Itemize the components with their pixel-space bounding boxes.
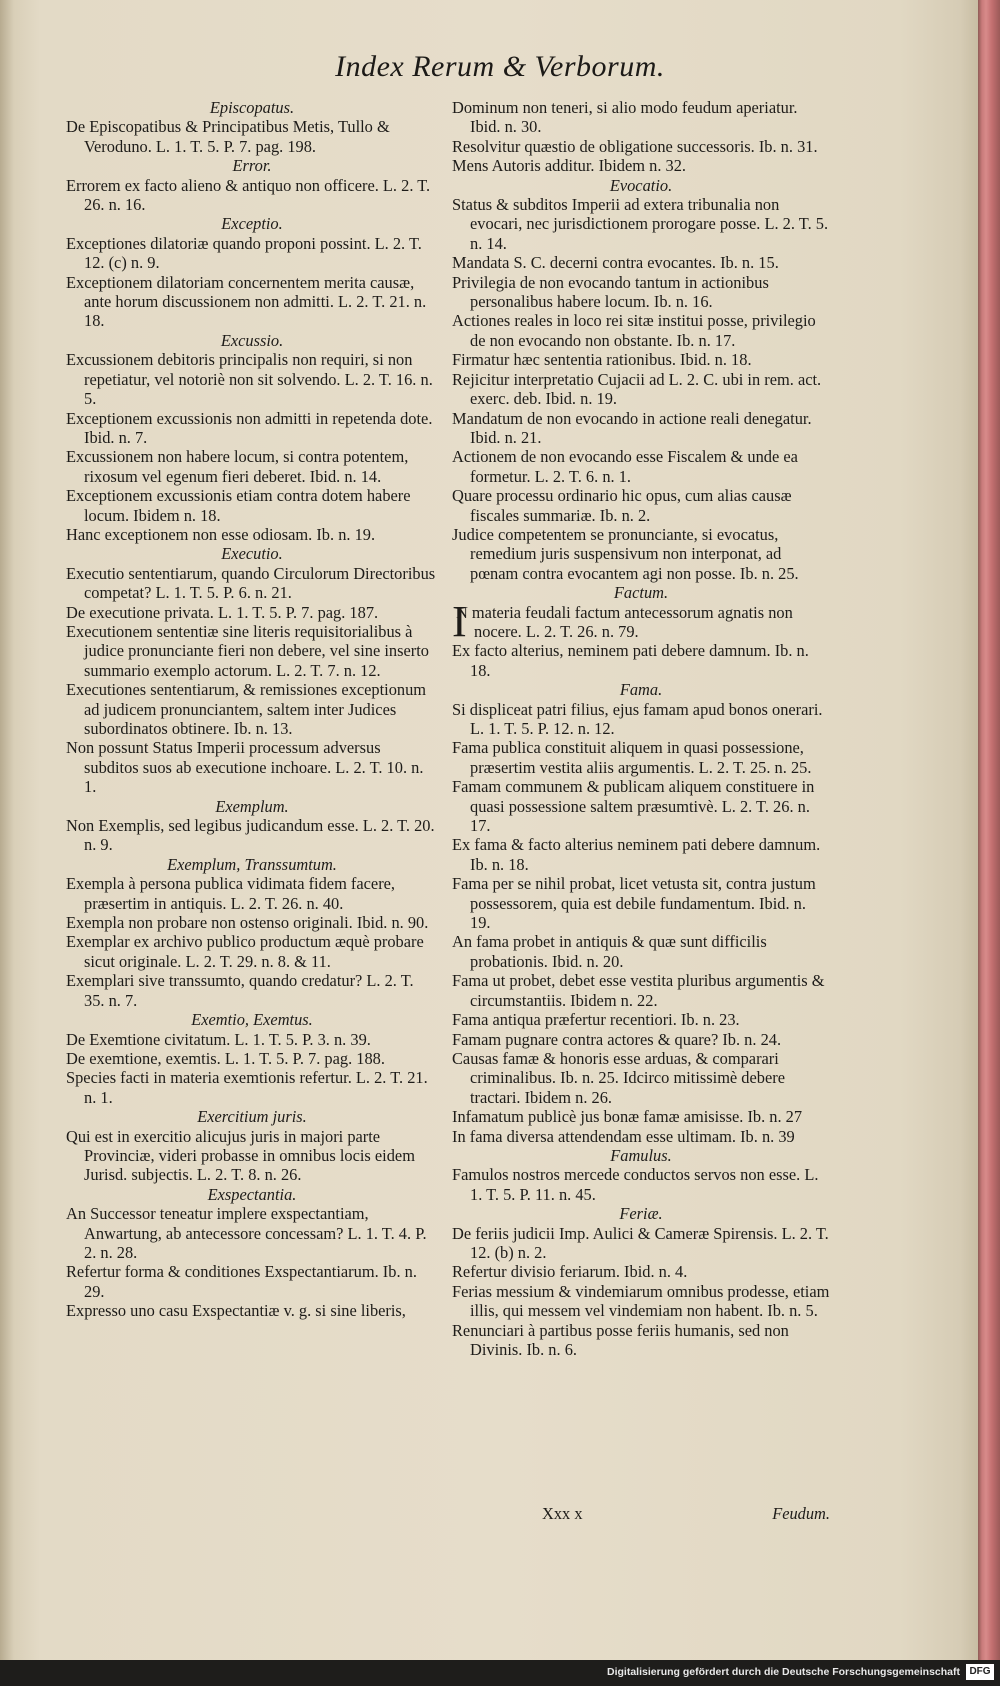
index-entry: IN materia feudali factum antecessorum agnatis non nocere. L. 2. T. 26. n. 79. [452, 596, 793, 646]
index-heading: Exspectantia. [207, 1184, 297, 1204]
index-entry: Refertur divisio feriarum. Ibid. n. 4. [452, 1262, 688, 1282]
index-entry: Status & subditos Imperii ad extera tribunalia non evocari, nec jurisdictionem prorogare posse. L. 2. T. 5. n. 14. [452, 195, 829, 253]
index-entry: Errorem ex facto alieno & antiquo non officere. L. 2. T. 26. n. 16. [66, 175, 431, 215]
index-entry: Quare processu ordinario hic opus, cum alias causæ fiscales summariæ. Ib. n. 2. [452, 486, 792, 525]
index-entry: Ex fama & facto alterius neminem pati debere damnum. Ib. n. 18. [452, 835, 821, 874]
index-entry: Expresso uno casu Exspectantiæ v. g. si sine liberis, [66, 1301, 406, 1321]
index-heading: Famulus. [610, 1145, 672, 1165]
index-entry: Exceptionem dilatoriam concernentem merita causæ, ante horum discussionem non admitti. L. 2. T. 21. n. 18. [66, 272, 427, 331]
index-entry: Infamatum publicè jus bonæ famæ amisisse. Ib. n. 27 [452, 1107, 803, 1127]
index-entry: Refertur forma & conditiones Exspectantiarum. Ib. n. 29. [66, 1262, 417, 1301]
index-entry: Exempla à persona publica vidimata fidem facere, præsertim in antiquis. L. 2. T. 26. n. 40. [66, 874, 396, 913]
index-entry: Executiones sententiarum, & remissiones exceptionum ad judicem pronunciantem, saltem inter Judices subordinatos obtinere. Ib. n. 13. [66, 680, 427, 738]
index-heading: Exercitium juris. [197, 1107, 307, 1127]
red-page-edge [978, 0, 1000, 1660]
index-heading: Feriæ. [619, 1204, 663, 1224]
index-entry: Hanc exceptionem non esse odiosam. Ib. n. 19. [66, 524, 376, 544]
index-heading: Exemtio, Exemtus. [191, 1010, 313, 1030]
index-entry: Rejicitur interpretatio Cujacii ad L. 2. C. ubi in rem. act. exerc. deb. Ibid. n. 19. [452, 369, 822, 409]
index-entry: Resolvitur quæstio de obligatione successoris. Ib. n. 31. [452, 136, 818, 156]
index-entry: Species facti in materia exemtionis refertur. L. 2. T. 21. n. 1. [66, 1068, 428, 1107]
index-entry: De Exemtione civitatum. L. 1. T. 5. P. 3. n. 39. [66, 1029, 371, 1049]
signature-mark: Xxx x [542, 1504, 583, 1523]
catchword: Feudum. [772, 1504, 830, 1523]
index-column-left [66, 98, 438, 1321]
index-entry: Ex facto alterius, neminem pati debere damnum. Ib. n. 18. [452, 641, 809, 680]
index-entry: Mandata S. C. decerni contra evocantes. Ib. n. 15. [452, 253, 779, 273]
index-entry: De exemtione, exemtis. L. 1. T. 5. P. 7. pag. 188. [66, 1048, 385, 1068]
index-entry: Qui est in exercitio alicujus juris in majori parte Provinciæ, videri probasse in omnibus locis eidem Jurisd. subjectis. L. 2. T. 8. n. 26. [66, 1126, 415, 1185]
index-entry: De feriis judicii Imp. Aulici & Cameræ Spirensis. L. 2. T. 12. (b) n. 2. [452, 1223, 829, 1262]
index-heading: Evocatio. [609, 175, 673, 195]
index-entry: Dominum non teneri, si alio modo feudum aperiatur. Ibid. n. 30. [452, 98, 798, 137]
index-entry: Fama ut probet, debet esse vestita pluribus argumentis & circumstantiis. Ibidem n. 22. [452, 971, 825, 1010]
index-entry: Non possunt Status Imperii processum adversus subditos suos ab executione inchoare. L. 2. T. 10. n. 1. [66, 738, 424, 797]
index-heading: Episcopatus. [209, 98, 295, 117]
index-entry: Fama publica constituit aliquem in quasi possessione, præsertim vestita aliis argumentis. L. 2. T. 25. n. 25. [452, 738, 812, 777]
index-entry: Actionem de non evocando esse Fiscalem & unde ea formetur. L. 2. T. 6. n. 1. [452, 447, 798, 486]
index-entry: An fama probet in antiquis & quæ sunt difficilis probationis. Ibid. n. 20. [452, 932, 767, 971]
index-entry: De executione privata. L. 1. T. 5. P. 7. pag. 187. [66, 602, 379, 622]
index-heading: Excussio. [220, 330, 284, 350]
index-heading: Exceptio. [221, 214, 283, 234]
index-column-right [452, 98, 830, 1359]
index-entry: In fama diversa attendendam esse ultimam. Ib. n. 39 [452, 1126, 795, 1146]
index-entry: De Episcopatibus & Principatibus Metis, Tullo & Veroduno. L. 1. T. 5. P. 7. pag. 198. [66, 117, 390, 156]
dfg-logo: DFG [966, 1664, 994, 1680]
index-entry: Executio sententiarum, quando Circulorum Directoribus competat? L. 1. T. 5. P. 6. n. 21. [66, 563, 436, 603]
index-entry: Mens Autoris additur. Ibidem n. 32. [452, 156, 687, 176]
index-entry: Mandatum de non evocando in actione reali denegatur. Ibid. n. 21. [452, 408, 812, 447]
page-title: Index Rerum & Verborum. [335, 50, 665, 83]
index-entry: Famulos nostros mercede conductos servos non esse. L. 1. T. 5. P. 11. n. 45. [452, 1165, 819, 1204]
index-entry: Famam pugnare contra actores & quare? Ib. n. 24. [452, 1029, 782, 1049]
footer-bar [0, 1660, 1000, 1686]
index-heading: Exemplum. [215, 796, 289, 816]
index-entry: Exemplar ex archivo publico productum æquè probare sicut originale. L. 2. T. 29. n. 8. & 11. [66, 932, 424, 971]
index-entry: Exceptionem excussionis etiam contra dotem habere locum. Ibidem n. 18. [66, 486, 411, 525]
index-entry: Actiones reales in loco rei sitæ institui posse, privilegio de non evocando non obstante. Ib. n. 17. [452, 311, 816, 350]
index-entry: Renunciari à partibus posse feriis humanis, sed non Divinis. Ib. n. 6. [452, 1320, 789, 1359]
index-entry: Exceptionem excussionis non admitti in repetenda dote. Ibid. n. 7. [66, 408, 433, 447]
index-entry: Judice competentem se pronunciante, si evocatus, remedium juris suspensivum non interponat, ad pœnam contra evocantem agi non posse. Ib. n. 25. [452, 524, 799, 583]
index-entry: Famam communem & publicam aliquem constituere in quasi possessione saltem præsumtivè. L. 2. T. 26. n. 17. [452, 777, 815, 836]
index-heading: Fama. [619, 680, 663, 700]
index-entry: Exempla non probare non ostenso originali. Ibid. n. 90. [66, 913, 429, 933]
index-entry: Causas famæ & honoris esse arduas, & comparari criminalibus. Ib. n. 25. Idcirco mitissimè debere tractari. Ibidem n. 26. [452, 1048, 785, 1107]
index-heading: Exemplum, Transsumtum. [167, 854, 337, 874]
index-entry: Executionem sententiæ sine literis requisitorialibus à judice pronunciante fieri non debere, vel sine inserto summario exemplo actorum. L. 2. T. 7. n. 12. [66, 621, 429, 680]
index-entry: Ferias messium & vindemiarum omnibus prodesse, etiam illis, qui messem vel vindemiam non habent. Ib. n. 5. [452, 1281, 830, 1321]
index-entry: Exceptiones dilatoriæ quando proponi possint. L. 2. T. 12. (c) n. 9. [66, 233, 422, 273]
index-entry: Fama antiqua præfertur recentiori. Ib. n. 23. [452, 1010, 740, 1030]
index-entry: Privilegia de non evocando tantum in actionibus personalibus habere locum. Ib. n. 16. [452, 272, 769, 312]
index-entry: An Successor teneatur implere exspectantiam, Anwartung, ab antecessore concessam? L. 1. T. 4. P. 2. n. 28. [66, 1204, 427, 1262]
index-entry: Fama per se nihil probat, licet vetusta sit, contra justum possessorem, quia est debile fundamentum. Ibid. n. 19. [452, 874, 816, 933]
index-heading: Factum. [613, 583, 669, 603]
index-entry: Excussionem non habere locum, si contra potentem, rixosum vel egenum fieri deberet. Ibid. n. 14. [66, 447, 409, 486]
index-entry: Exemplari sive transsumto, quando credatur? L. 2. T. 35. n. 7. [66, 971, 414, 1010]
index-heading: Executio. [221, 544, 283, 564]
index-heading: Error. [232, 156, 272, 176]
footer-credit: Digitalisierung gefördert durch die Deutsche Forschungsgemeinschaft [607, 1666, 960, 1678]
index-entry: Firmatur hæc sententia rationibus. Ibid. n. 18. [452, 350, 752, 370]
index-entry: Non Exemplis, sed legibus judicandum esse. L. 2. T. 20. n. 9. [66, 816, 435, 855]
index-entry: Si displiceat patri filius, ejus famam apud bonos onerari. L. 1. T. 5. P. 12. n. 12. [452, 699, 823, 738]
index-entry: Excussionem debitoris principalis non requiri, si non repetiatur, vel notoriè non sit solvendo. L. 2. T. 16. n. 5. [66, 350, 433, 409]
